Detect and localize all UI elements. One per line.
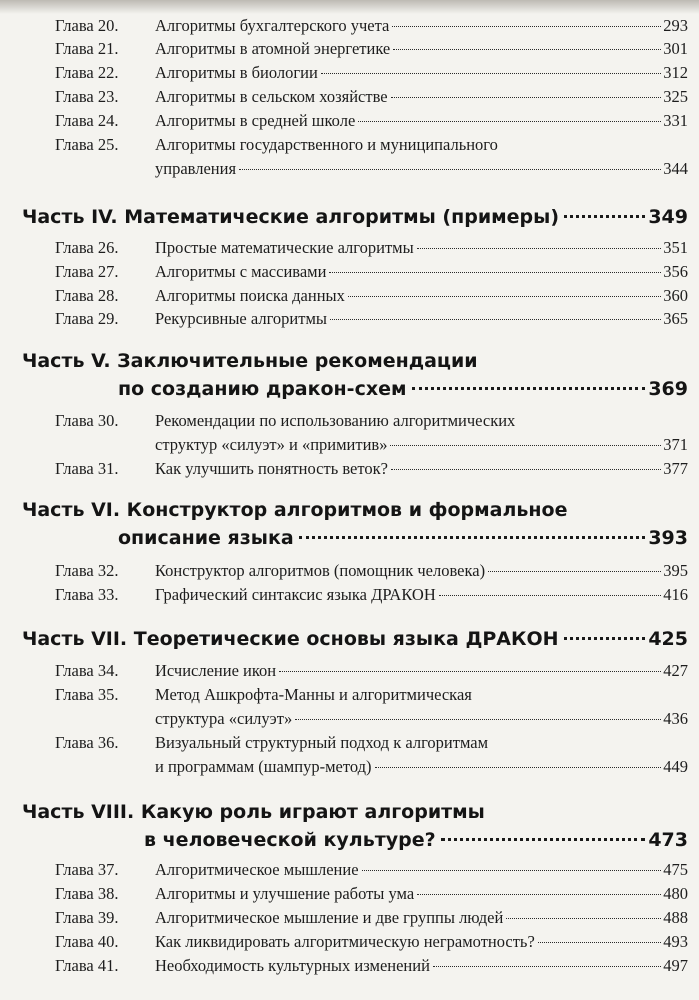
chapter-number: Глава 25. <box>55 135 119 154</box>
dot-leader <box>393 49 661 50</box>
page-top-shadow <box>0 0 699 14</box>
dot-leader <box>391 97 662 98</box>
part-title: Часть IV. Математические алгоритмы (примеры) <box>22 206 560 228</box>
dot-leader <box>506 918 661 919</box>
page-number: 449 <box>663 757 688 776</box>
chapter-title: Исчисление икон <box>155 661 277 680</box>
dot-leader <box>391 469 661 470</box>
chapter-title: Алгоритмическое мышление и две группы людей <box>155 908 504 927</box>
dot-leader <box>417 248 662 249</box>
page-number: 351 <box>663 238 688 257</box>
page-number: 360 <box>663 286 688 305</box>
page-number: 416 <box>663 585 688 604</box>
chapter-title: и программам (шампур-метод) <box>155 757 372 776</box>
page-number: 427 <box>663 661 688 680</box>
part-title: Часть VII. Теоретические основы языка ДРАКОН <box>22 628 559 650</box>
dot-leader <box>375 767 662 768</box>
dot-leader <box>439 595 662 596</box>
chapter-number: Глава 35. <box>55 685 119 704</box>
part-title-line1: Часть VIII. Какую роль играют алгоритмы <box>22 801 485 823</box>
dot-leader <box>564 637 646 640</box>
page-number: 312 <box>663 63 688 82</box>
page-number: 344 <box>663 159 688 178</box>
dot-leader <box>348 296 661 297</box>
dot-leader <box>433 966 661 967</box>
chapter-title: Конструктор алгоритмов (помощник человека) <box>155 561 486 580</box>
dot-leader <box>412 387 646 390</box>
chapter-number: Глава 37. <box>55 860 119 879</box>
chapter-title: Как ликвидировать алгоритмическую неграмотность? <box>155 932 535 951</box>
page-number: 371 <box>663 435 688 454</box>
page-number: 480 <box>663 884 688 903</box>
chapter-number: Глава 38. <box>55 884 119 903</box>
chapter-number: Глава 28. <box>55 286 119 305</box>
chapter-number: Глава 26. <box>55 238 119 257</box>
page-number: 325 <box>663 87 688 106</box>
page-number: 475 <box>663 860 688 879</box>
chapter-title: Алгоритмы в биологии <box>155 63 318 82</box>
toc-part-8[interactable] <box>22 799 688 853</box>
chapter-number: Глава 32. <box>55 561 119 580</box>
toc-part-4[interactable] <box>22 204 688 230</box>
toc-part-6[interactable] <box>22 497 688 551</box>
chapter-title: Простые математические алгоритмы <box>155 238 414 257</box>
chapter-title: структур «силуэт» и «примитив» <box>155 435 388 454</box>
chapter-title-line1: Алгоритмы государственного и муниципального <box>155 135 498 154</box>
chapter-title: Алгоритмы бухгалтерского учета <box>155 16 390 35</box>
page-number: 365 <box>663 309 688 328</box>
dot-leader <box>392 26 661 27</box>
part-title-line2: описание языка <box>118 527 294 549</box>
chapter-number: Глава 22. <box>55 63 119 82</box>
page-number: 488 <box>663 908 688 927</box>
chapter-title-line1: Визуальный структурный подход к алгоритмам <box>155 733 489 752</box>
page-number: 331 <box>663 111 688 130</box>
dot-leader <box>417 894 661 895</box>
chapter-title: Необходимость культурных изменений <box>155 956 430 975</box>
part-title-line2: по созданию дракон-схем <box>118 378 407 400</box>
chapter-number: Глава 24. <box>55 111 119 130</box>
chapter-number: Глава 33. <box>55 585 119 604</box>
chapter-number: Глава 31. <box>55 459 119 478</box>
dot-leader <box>295 719 661 720</box>
chapter-title: Графический синтаксис языка ДРАКОН <box>155 585 436 604</box>
page-number: 293 <box>663 16 688 35</box>
chapter-number: Глава 40. <box>55 932 119 951</box>
chapter-title: Алгоритмы и улучшение работы ума <box>155 884 415 903</box>
page-number: 377 <box>663 459 688 478</box>
chapter-title: Рекурсивные алгоритмы <box>155 309 328 328</box>
page-number: 395 <box>663 561 688 580</box>
toc-part-7[interactable] <box>22 626 688 652</box>
page-number: 436 <box>663 709 688 728</box>
dot-leader <box>488 571 661 572</box>
dot-leader <box>358 121 661 122</box>
dot-leader <box>441 838 646 841</box>
dot-leader <box>564 215 645 218</box>
chapter-number: Глава 34. <box>55 661 119 680</box>
chapter-title: Алгоритмы в средней школе <box>155 111 356 130</box>
dot-leader <box>321 73 661 74</box>
chapter-title-line1: Метод Ашкрофта-Манны и алгоритмическая <box>155 685 472 704</box>
dot-leader <box>330 319 661 320</box>
chapter-title: Алгоритмы в атомной энергетике <box>155 39 391 58</box>
page-number: 493 <box>663 932 688 951</box>
chapter-number: Глава 27. <box>55 262 119 281</box>
chapter-number: Глава 39. <box>55 908 119 927</box>
chapter-title: Алгоритмическое мышление <box>155 860 359 879</box>
dot-leader <box>538 942 661 943</box>
dot-leader <box>362 870 662 871</box>
page-number: 369 <box>648 378 688 400</box>
page-number: 393 <box>648 527 688 549</box>
dot-leader <box>279 671 661 672</box>
chapter-title-line1: Рекомендации по использованию алгоритмических <box>155 411 516 430</box>
dot-leader <box>239 169 661 170</box>
chapter-number: Глава 23. <box>55 87 119 106</box>
chapter-number: Глава 20. <box>55 16 119 35</box>
dot-leader <box>299 536 646 539</box>
page-number: 349 <box>648 206 688 228</box>
part-title-line1: Часть VI. Конструктор алгоритмов и формальное <box>22 499 568 521</box>
chapter-title: Как улучшить понятность веток? <box>155 459 388 478</box>
page-number: 356 <box>663 262 688 281</box>
chapter-number: Глава 36. <box>55 733 119 752</box>
chapter-number: Глава 29. <box>55 309 119 328</box>
chapter-title: управления <box>155 159 237 178</box>
chapter-title: структура «силуэт» <box>155 709 293 728</box>
chapter-title: Алгоритмы поиска данных <box>155 286 345 305</box>
dot-leader <box>329 272 661 273</box>
part-title-line1: Часть V. Заключительные рекомендации <box>22 350 478 372</box>
chapter-number: Глава 41. <box>55 956 119 975</box>
chapter-number: Глава 30. <box>55 411 119 430</box>
page-number: 497 <box>663 956 688 975</box>
chapter-number: Глава 21. <box>55 39 119 58</box>
page-number: 425 <box>648 628 688 650</box>
part-title-line2: в человеческой культуре? <box>144 829 436 851</box>
page-number: 301 <box>663 39 688 58</box>
chapter-title: Алгоритмы с массивами <box>155 262 327 281</box>
chapter-title: Алгоритмы в сельском хозяйстве <box>155 87 388 106</box>
dot-leader <box>390 445 661 446</box>
page-number: 473 <box>648 829 688 851</box>
toc-part-5[interactable] <box>22 348 688 402</box>
